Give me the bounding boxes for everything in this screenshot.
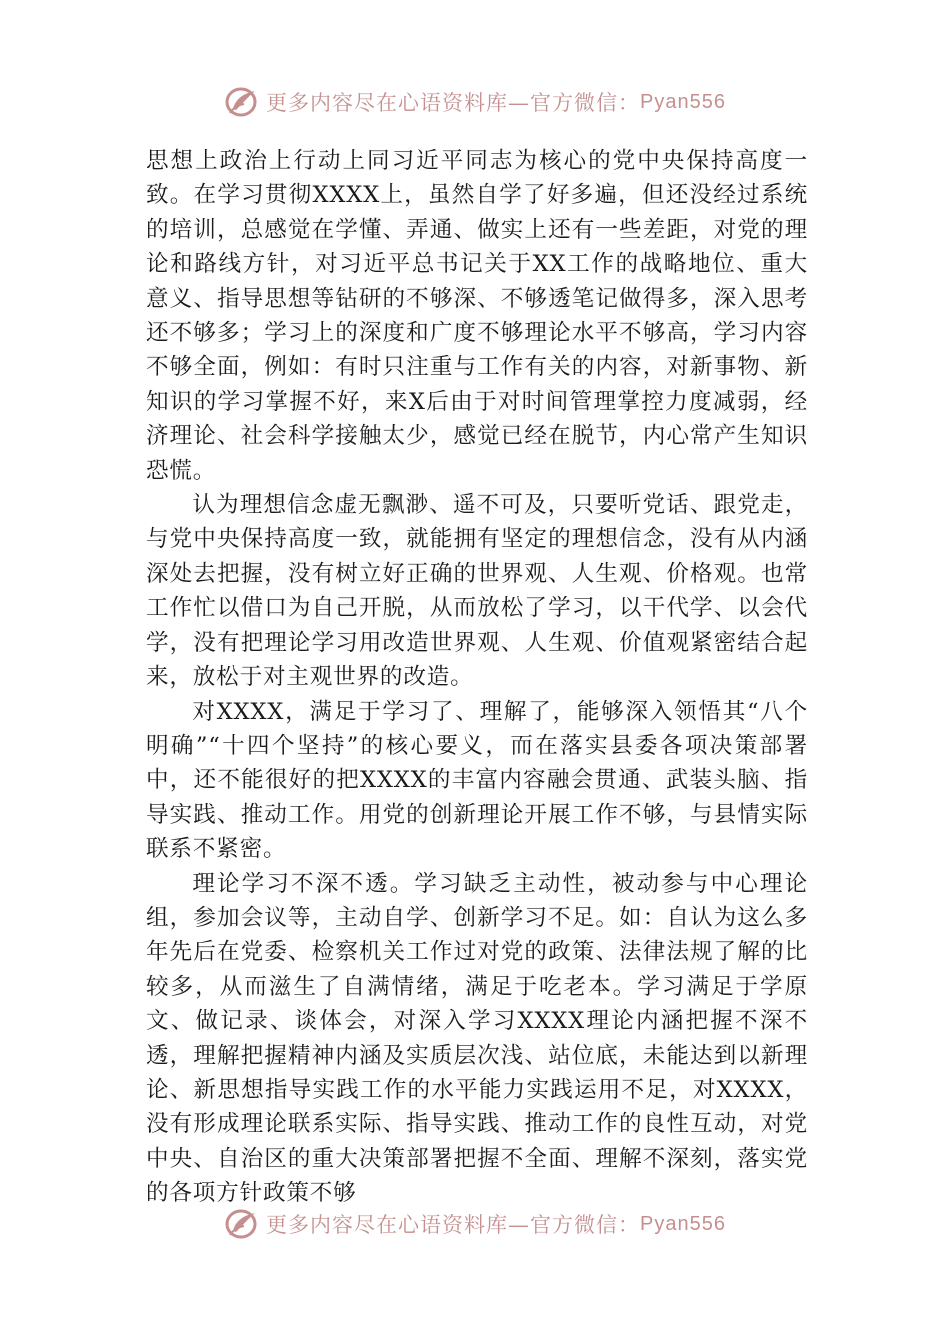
leaf-logo-icon (224, 1207, 260, 1241)
watermark-wechat-id: Pyan556 (640, 90, 726, 113)
paragraph-4: 理论学习不深不透。学习缺乏主动性，被动参与中心理论组，参加会议等，主动自学、创新学习不足。如：自认为这么多年先后在党委、检察机关工作过对党的政策、法律法规了解的比较多，从而滋生了自满情绪，满足于吃老本。学习满足于学原文、做记录、谈体会，对深入学习XXXX理论内涵把握不深不透，理解把握精神内涵及实质层次浅、站位底，未能达到以新理论、新思想指导实践工作的水平能力实践运用不足，对XXXX，没有形成理论联系实际、指导实践、推动工作的良性互动，对党中央、自治区的重大决策部署把握不全面、理解不深刻，落实党的各项方针政策不够 (146, 870, 808, 1207)
paragraph-3: 对XXXX，满足于学习了、理解了，能够深入领悟其“八个明确”“十四个坚持”的核心要义，而在落实县委各项决策部署中，还不能很好的把XXXX的丰富内容融会贯通、武装头脑、指导实践、推动工作。用党的创新理论开展工作不够，与县情实际联系不紧密。 (146, 698, 808, 863)
header-watermark (0, 84, 950, 120)
watermark-text: 更多内容尽在心语资料库—官方微信： (266, 91, 641, 115)
paragraph-2: 认为理想信念虚无飘渺、遥不可及，只要听党话、跟党走，与党中央保持高度一致，就能拥有坚定的理想信念，没有从内涵深处去把握，没有树立好正确的世界观、人生观、价格观。也常工作忙以借口为自己开脱，从而放松了学习，以干代学、以会代学，没有把理论学习用改造世界观、人生观、价值观紧密结合起来，放松于对主观世界的改造。 (146, 492, 808, 691)
watermark-text: 更多内容尽在心语资料库—官方微信： (266, 1213, 641, 1237)
watermark-wechat-id: Pyan556 (640, 1212, 726, 1235)
footer-watermark (0, 1206, 950, 1242)
document-body (146, 144, 808, 1211)
paragraph-1: 思想上政治上行动上同习近平同志为核心的党中央保持高度一致。在学习贯彻XXXX上，虽然自学了好多遍，但还没经过系统的培训，总感觉在学懂、弄通、做实上还有一些差距，对党的理论和路线方针，对习近平总书记关于XX工作的战略地位、重大意义、指导思想等钻研的不够深、不够透笔记做得多，深入思考还不够多；学习上的深度和广度不够理论水平不够高，学习内容不够全面，例如：有时只注重与工作有关的内容，对新事物、新知识的学习掌握不好，来X后由于对时间管理掌控力度减弱，经济理论、社会科学接触太少，感觉已经在脱节，内心常产生知识恐慌。 (146, 148, 808, 484)
leaf-logo-icon (224, 85, 260, 119)
